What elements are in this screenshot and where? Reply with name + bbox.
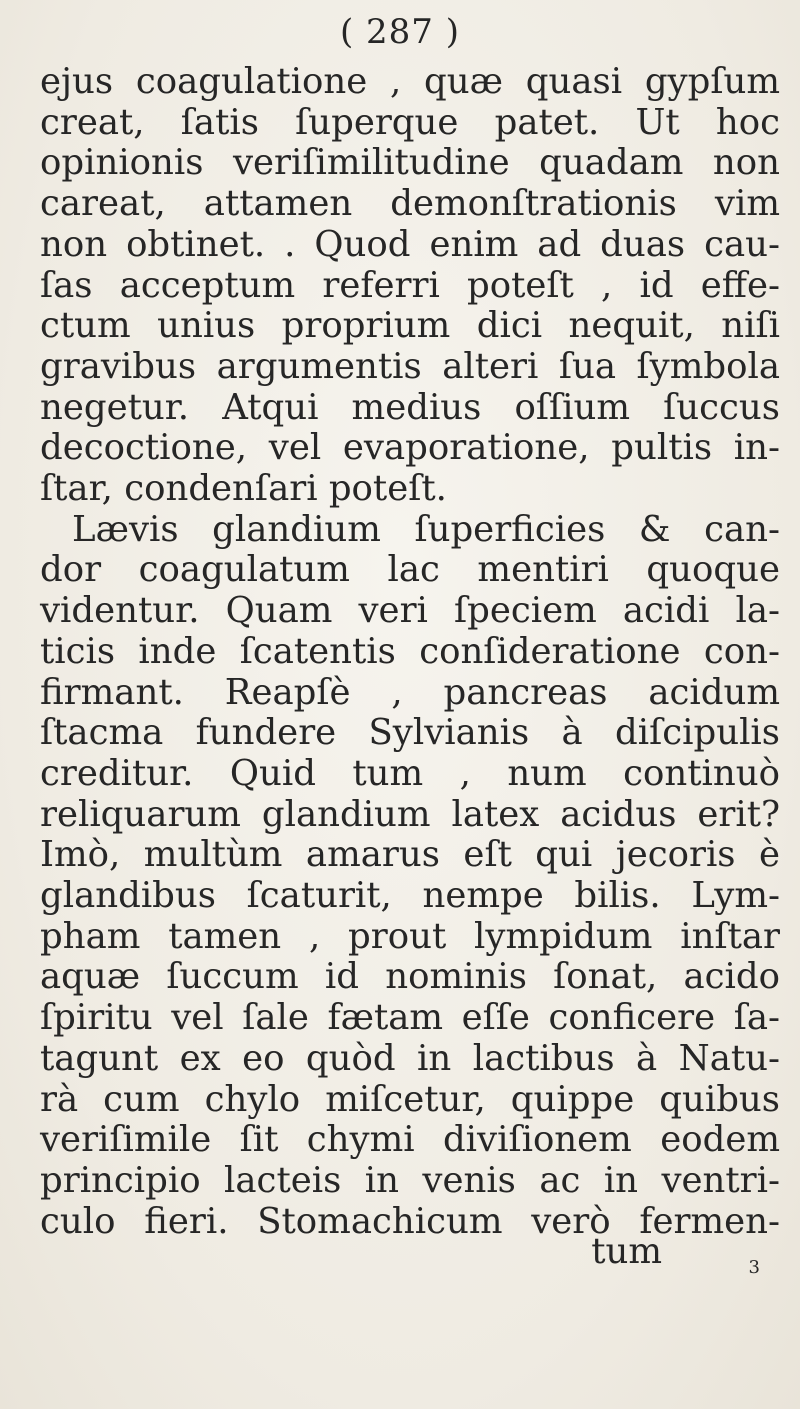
catchword: tum [591,1231,662,1272]
text-line: opinionis veriſimilitudine quadam non [40,142,780,184]
text-line: glandibus ſcaturit, nempe bilis. Lym- [40,875,780,917]
text-line: ſpiritu vel ſale fætam eſſe conficere ſa- [40,997,780,1039]
text-line: Imò, multùm amarus eſt qui jecoris è [40,834,780,876]
text-line: negetur. Atqui medius oſſium ſuccus [40,386,780,428]
text-line: veriſimile ſit chymi diviſionem eodem [40,1119,780,1161]
text-line: decoctione, vel evaporatione, pultis in- [40,427,780,469]
text-line: culo fieri. Stomachicum verò fermen- [40,1200,780,1242]
text-line: non obtinet. . Quod enim ad duas cau- [40,223,780,265]
signature-mark: 3 [748,1257,760,1278]
text-line: dor coagulatum lac mentiri quoque [40,549,780,591]
text-line: gravibus argumentis alteri ſua ſymbola [40,345,780,387]
text-line: principio lacteis in venis ac in ventri- [40,1159,780,1201]
text-line: aquæ ſuccum id nominis ſonat, acido [40,956,780,998]
text-line: ſas acceptum referri poteſt , id effe- [40,264,780,306]
text-line: creditur. Quid tum , num continuò [40,752,780,794]
text-line: ſtacma fundere Sylvianis à diſcipulis [40,712,780,754]
body-text [40,62,780,1242]
text-line-paragraph-start: Lævis glandium ſuperficies & can- [72,508,780,550]
text-line: reliquarum glandium latex acidus erit? [40,793,780,835]
text-line: tagunt ex eo quòd in lactibus à Natu- [40,1037,780,1079]
text-line: ticis inde ſcatentis conſideratione con- [40,630,780,672]
text-line-paragraph-end: ſtar, condenſari poteſt. [40,468,447,510]
text-line: rà cum chylo miſcetur, quippe quibus [40,1078,780,1120]
catchword-row [0,1232,800,1272]
text-line: creat, ſatis ſuperque patet. Ut hoc [40,101,780,143]
text-line: videntur. Quam veri ſpeciem acidi la- [40,590,780,632]
text-line: ctum unius proprium dici nequit, niſi [40,305,780,347]
text-line: pham tamen , prout lympidum inſtar [40,915,780,957]
text-line: careat, attamen demonſtrationis vim [40,183,780,225]
page-number: ( 287 ) [339,12,461,52]
text-line: firmant. Reapſè , pancreas acidum [40,671,780,713]
text-line: ejus coagulatione , quæ quasi gypſum [40,61,780,102]
